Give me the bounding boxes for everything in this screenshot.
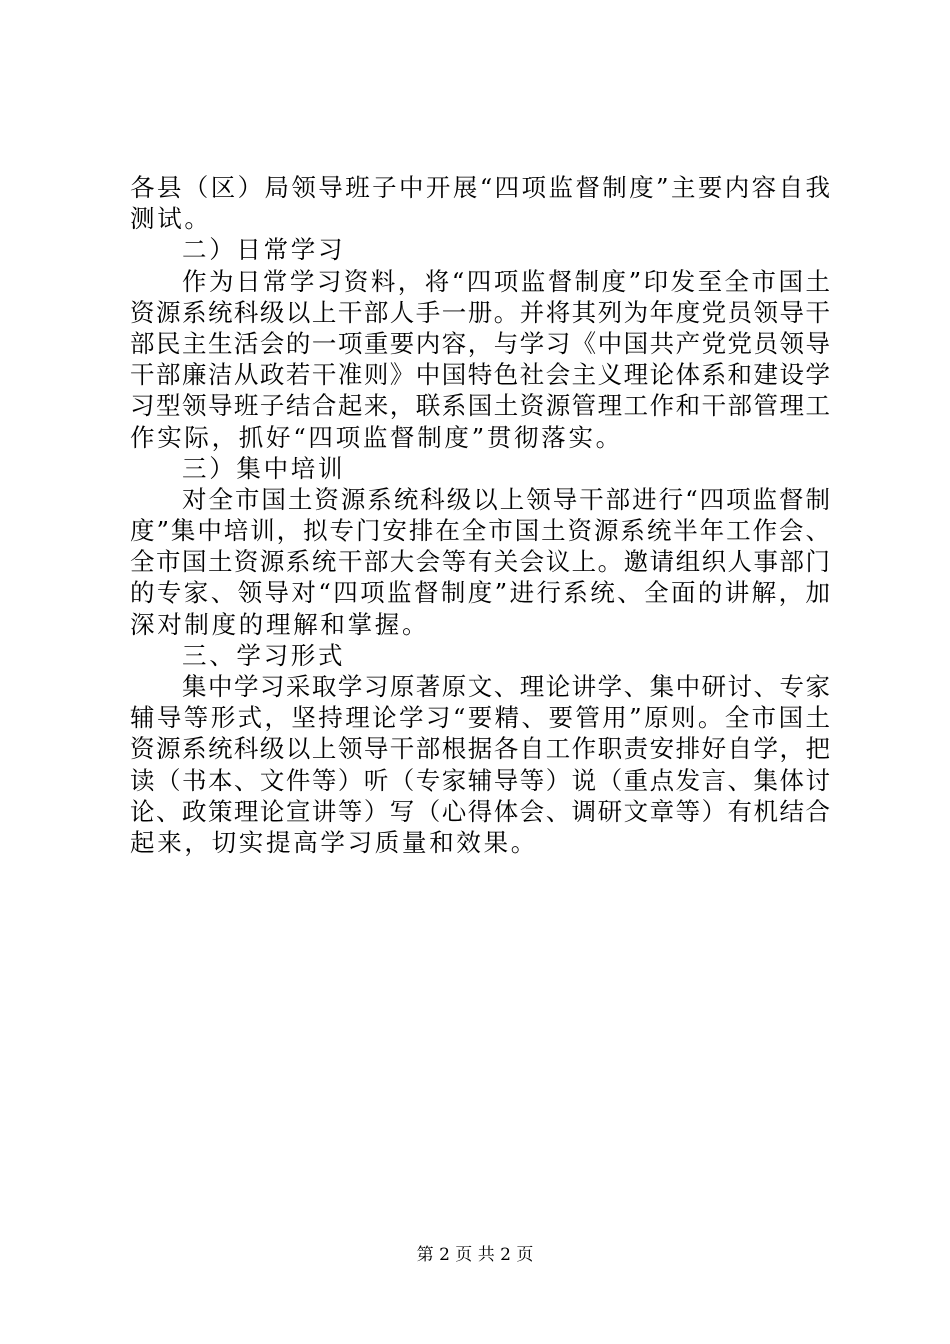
paragraph-line: 度”集中培训，拟专门安排在全市国土资源系统半年工作会、 [130, 516, 830, 546]
paragraph-line: 资源系统科级以上干部人手一册。并将其列为年度党员领导干 [130, 297, 830, 327]
paragraph-line: 各县（区）局领导班子中开展“四项监督制度”主要内容自我 [130, 173, 830, 202]
paragraph-line: 起来，切实提高学习质量和效果。 [130, 827, 538, 857]
paragraph-line: 干部廉洁从政若干准则》中国特色社会主义理论体系和建设学 [130, 360, 830, 390]
paragraph-line: 测试。 [130, 204, 212, 234]
paragraph-line: 辅导等形式，坚持理论学习“要精、要管用”原则。全市国土 [130, 703, 830, 733]
paragraph-line: 的专家、领导对“四项监督制度”进行系统、全面的讲解，加 [130, 578, 830, 608]
document-body [130, 172, 830, 858]
section-heading-daily-study: 二）日常学习 [182, 235, 346, 265]
section-heading-centralized-training: 三）集中培训 [182, 453, 346, 483]
paragraph-line: 习型领导班子结合起来，联系国土资源管理工作和干部管理工 [130, 391, 830, 421]
section-heading-study-form: 三、学习形式 [182, 640, 346, 670]
paragraph-line: 全市国土资源系统干部大会等有关会议上。邀请组织人事部门 [130, 547, 830, 577]
paragraph-line: 对全市国土资源系统科级以上领导干部进行“四项监督制 [182, 484, 830, 514]
paragraph-line: 读（书本、文件等）听（专家辅导等）说（重点发言、集体讨 [130, 765, 830, 795]
paragraph-line: 深对制度的理解和掌握。 [130, 609, 430, 639]
paragraph-line: 论、政策理论宣讲等）写（心得体会、调研文章等）有机结合 [130, 796, 830, 826]
paragraph-line: 部民主生活会的一项重要内容，与学习《中国共产党党员领导 [130, 328, 830, 358]
paragraph-line: 作实际，抓好“四项监督制度”贯彻落实。 [130, 422, 623, 452]
paragraph-line: 作为日常学习资料，将“四项监督制度”印发至全市国土 [182, 266, 830, 296]
page-number-footer: 第 2 页 共 2 页 [416, 1245, 534, 1265]
paragraph-line: 资源系统科级以上领导干部根据各自工作职责安排好自学，把 [130, 734, 830, 764]
paragraph-line: 集中学习采取学习原著原文、理论讲学、集中研讨、专家 [182, 672, 830, 701]
